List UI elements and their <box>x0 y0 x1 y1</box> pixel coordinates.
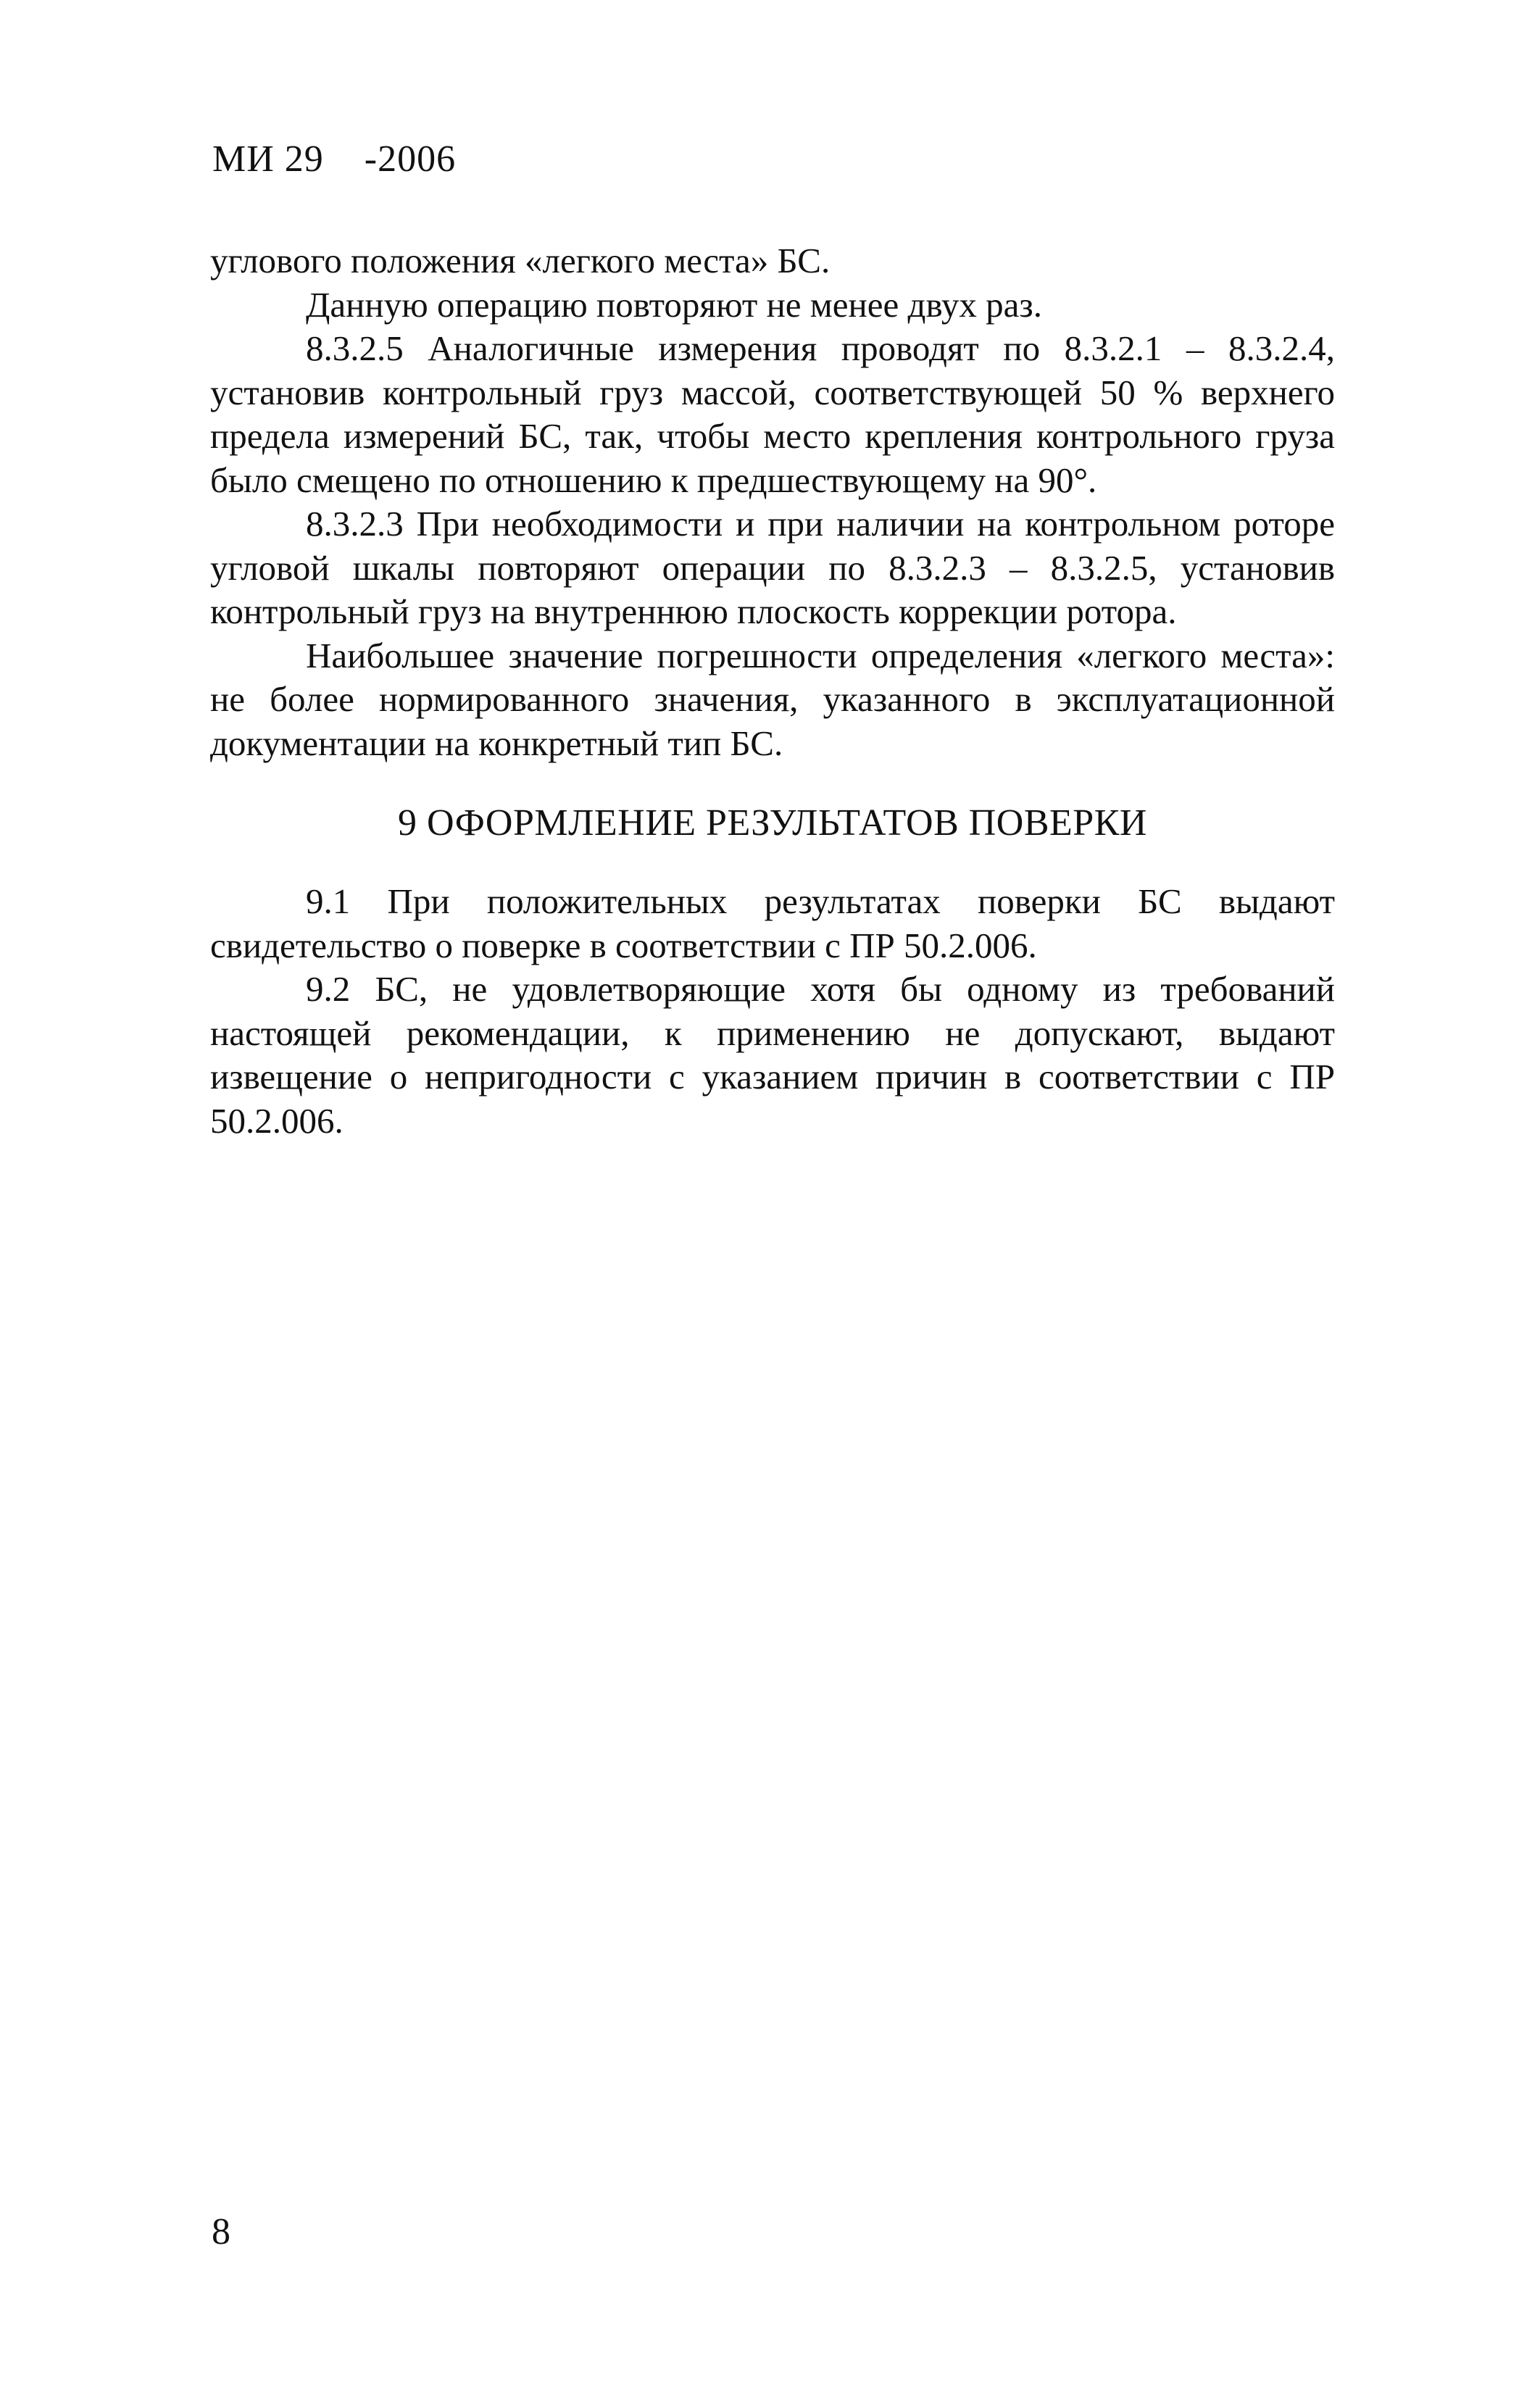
paragraph-continuation: углового положения «легкого места» БС. <box>210 241 831 280</box>
document-body <box>210 239 1335 1143</box>
paragraph-max-error: Наибольшее значение погрешности определения «легкого места»: не более нормированного значения, указанного в эксплуатационной документации на конкретный тип БС. <box>210 635 1335 763</box>
section-heading-9: 9 ОФОРМЛЕНИЕ РЕЗУЛЬТАТОВ ПОВЕРКИ <box>398 802 1147 844</box>
paragraph-8-3-2-5: 8.3.2.5 Аналогичные измерения проводят по 8.3.2.1 – 8.3.2.4, установив контрольный груз массой, соответствующей 50 % верхнего предела измерений БС, так, чтобы место крепления контрольного груза было смещено по отношению к предшествующему на 90°. <box>210 328 1335 500</box>
document-code-header: МИ 29 -2006 <box>212 138 457 180</box>
paragraph-8-3-2-3: 8.3.2.3 При необходимости и при наличии на контрольном роторе угловой шкалы повторяют операции по 8.3.2.3 – 8.3.2.5, установив контрольный груз на внутреннюю плоскость коррекции ротора. <box>210 504 1335 631</box>
paragraph-repeat-operation: Данную операцию повторяют не менее двух раз. <box>306 284 1043 325</box>
paragraph-9-1: 9.1 При положительных результатах поверки БС выдают свидетельство о поверке в соответствии с ПР 50.2.006. <box>210 881 1335 965</box>
page-number: 8 <box>212 2211 230 2253</box>
paragraph-9-2: 9.2 БС, не удовлетворяющие хотя бы одному из требований настоящей рекомендации, к применению не допускают, выдают извещение о непригодности с указанием причин в соответствии с ПР 50.2.006. <box>210 969 1335 1141</box>
